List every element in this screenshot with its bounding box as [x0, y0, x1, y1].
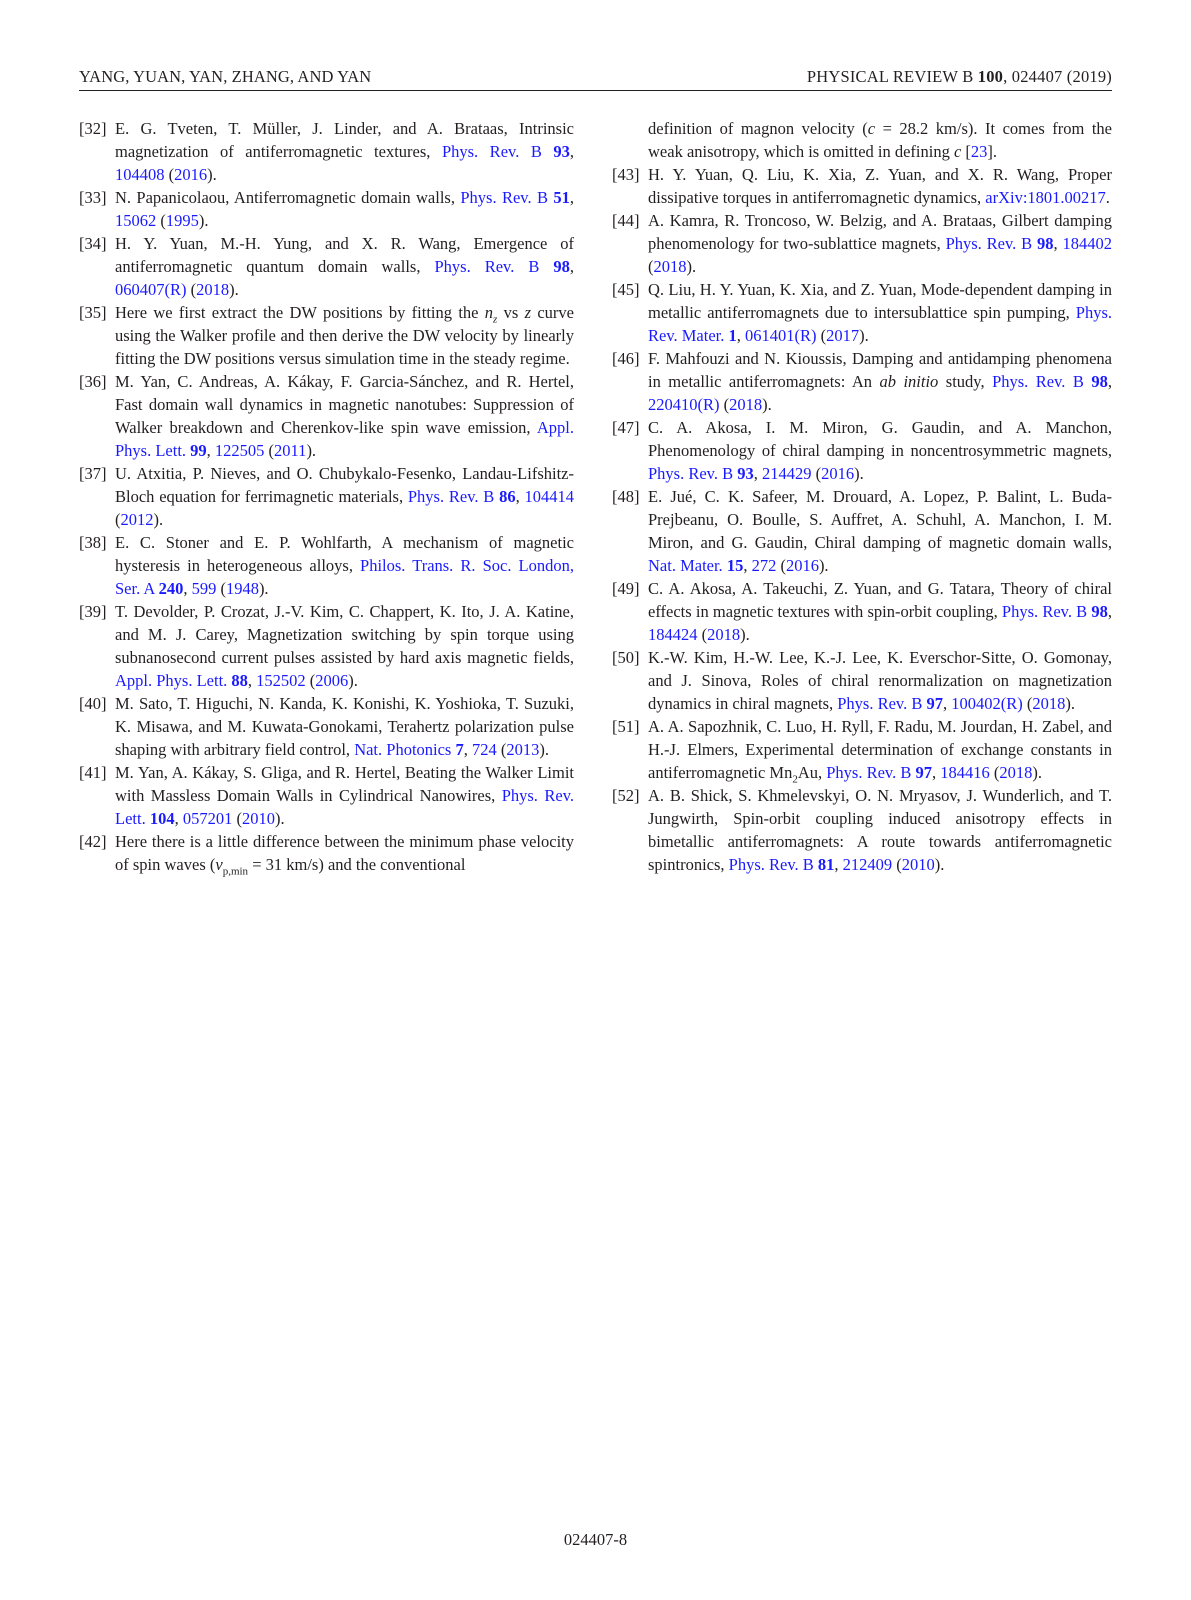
reference-item [79, 117, 574, 186]
reference-link[interactable]: Phys. Rev. B [460, 188, 554, 207]
reference-link[interactable]: 86 [499, 487, 516, 506]
reference-link[interactable]: 23 [970, 142, 988, 161]
reference-text: ). [934, 855, 945, 874]
reference-text: N. Papanicolaou, Antiferromagnetic domain walls, [115, 188, 461, 207]
reference-link[interactable]: Phys. Rev. B [945, 234, 1038, 253]
running-header [79, 64, 1112, 91]
reference-number: [42] [79, 832, 107, 851]
reference-text: ( [697, 625, 708, 644]
reference-number: [36] [79, 372, 107, 391]
reference-number: [34] [79, 234, 107, 253]
reference-text: = 31 km/s) and the conventional [248, 855, 466, 874]
reference-item [612, 163, 1112, 209]
reference-link[interactable]: 057201 [182, 809, 233, 828]
reference-link[interactable]: 240 [158, 579, 184, 598]
reference-text: ). [153, 510, 164, 529]
reference-item [612, 117, 1112, 163]
reference-text: U. Atxitia, P. Nieves, and O. Chubykalo-Fesenko, Landau-Lifshitz-Bloch equation for ferrimagnetic materials, [115, 464, 574, 506]
reference-text: ( [115, 510, 121, 529]
reference-link[interactable]: 93 [553, 142, 570, 161]
reference-text: [ [961, 142, 971, 161]
header-volume: 100 [977, 67, 1004, 86]
reference-text: 2 [792, 773, 798, 786]
reference-text: Here there is a little difference between the minimum phase velocity of spin waves ( [115, 832, 574, 874]
reference-link[interactable]: Appl. Phys. Lett. [115, 418, 574, 460]
reference-link[interactable]: 2011 [274, 441, 307, 460]
reference-number: [41] [79, 763, 107, 782]
reference-text: , [743, 556, 752, 575]
reference-text: vs [497, 303, 525, 322]
reference-link[interactable]: 98 [553, 257, 570, 276]
reference-text: A. B. Shick, S. Khmelevskyi, O. N. Mryasov, J. Wunderlich, and T. Jungwirth, Spin-orbit coupling induced anisotropy effects in bimetallic antiferromagnets: A route towards antiferromagnetic spintronics, [648, 786, 1112, 874]
reference-item [79, 301, 574, 370]
reference-text: ). [274, 809, 285, 828]
reference-number: [52] [612, 786, 640, 805]
reference-text: . [1105, 188, 1110, 207]
reference-text: study, [938, 372, 993, 391]
reference-text: , [569, 142, 574, 161]
reference-text: , [834, 855, 843, 874]
reference-item [79, 761, 574, 830]
reference-link[interactable]: 2016 [174, 165, 208, 184]
reference-text: K.-W. Kim, H.-W. Lee, K.-J. Lee, K. Everschor-Sitte, O. Gomonay, and J. Sinova, Roles of chiral renormalization on magnetization dynamics in chiral magnets, [648, 648, 1112, 713]
reference-item [612, 347, 1112, 416]
reference-text: Here we first extract the DW positions by fitting the [115, 303, 485, 322]
reference-text: M. Yan, A. Kákay, S. Gliga, and R. Hertel, Beating the Walker Limit with Massless Domain Walls in Cylindrical Nanowires, [115, 763, 574, 805]
reference-link[interactable]: 2018 [1032, 694, 1066, 713]
header-journal [807, 64, 1112, 90]
reference-text: ( [156, 211, 166, 230]
reference-text: ). [859, 326, 869, 345]
reference-text: c [867, 119, 876, 138]
reference-item [612, 715, 1112, 784]
reference-link[interactable]: Phys. Rev. B [728, 855, 818, 874]
reference-text: curve using the Walker profile and then derive the DW velocity by linearly fitting the DW positions versus simulation time in the steady regime. [115, 303, 574, 368]
reference-link[interactable]: 7 [455, 740, 464, 759]
reference-text: , [569, 188, 574, 207]
reference-text: , [463, 740, 472, 759]
reference-text: ). [539, 740, 549, 759]
reference-link[interactable]: Appl. Phys. Lett. [115, 671, 232, 690]
reference-text: ). [740, 625, 750, 644]
reference-link[interactable]: Phys. Rev. B [826, 763, 916, 782]
reference-link[interactable]: 2012 [120, 510, 154, 529]
reference-text: ). [207, 165, 217, 184]
header-authors: YANG, YUAN, YAN, ZHANG, AND YAN [79, 67, 372, 86]
reference-text: , [206, 441, 215, 460]
reference-link[interactable]: 220410(R) [648, 395, 720, 414]
reference-link[interactable]: 184402 [1062, 234, 1112, 253]
reference-text: z [493, 313, 498, 326]
reference-link[interactable]: 2016 [821, 464, 855, 483]
reference-text: , [1053, 234, 1063, 253]
reference-number: [51] [612, 717, 640, 736]
reference-text: ). [1032, 763, 1042, 782]
reference-link[interactable]: Phys. Rev. Lett. [115, 786, 574, 828]
reference-text: , [753, 464, 762, 483]
reference-text: , [515, 487, 525, 506]
reference-number: [43] [612, 165, 640, 184]
reference-text: p,min [222, 865, 249, 878]
reference-link[interactable]: Nat. Photonics [354, 740, 456, 759]
reference-text: E. C. Stoner and E. P. Wohlfarth, A mechanism of magnetic hysteresis in heterogeneous alloys, [115, 533, 574, 575]
reference-text: ). [198, 211, 209, 230]
reference-link[interactable]: 2018 [196, 280, 230, 299]
reference-text: ). [306, 441, 317, 460]
reference-text: ( [496, 740, 507, 759]
reference-link[interactable]: Phys. Rev. B [434, 257, 554, 276]
reference-link[interactable]: 2018 [653, 257, 687, 276]
reference-item [79, 830, 574, 876]
reference-link[interactable]: 104414 [524, 487, 574, 506]
reference-number: [32] [79, 119, 107, 138]
reference-item [612, 577, 1112, 646]
reference-link[interactable]: 88 [231, 671, 248, 690]
reference-item [612, 646, 1112, 715]
reference-text: ). [818, 556, 829, 575]
reference-number: [46] [612, 349, 640, 368]
reference-link[interactable]: 724 [471, 740, 497, 759]
reference-link[interactable]: 1948 [225, 579, 259, 598]
reference-text: M. Sato, T. Higuchi, N. Kanda, K. Konishi, K. Yoshioka, T. Suzuki, K. Misawa, and M. Kuwata-Gonokami, Terahertz polarization pulse shaping with arbitrary field control, [115, 694, 574, 759]
reference-item [79, 232, 574, 301]
reference-link[interactable]: 98 [1037, 234, 1054, 253]
reference-link[interactable]: 152502 [256, 671, 306, 690]
reference-text: H. Y. Yuan, Q. Liu, K. Xia, Z. Yuan, and X. R. Wang, Proper dissipative torques in antiferromagnetic dynamics, [648, 165, 1112, 207]
reference-link[interactable]: 2006 [315, 671, 349, 690]
reference-text: , [1107, 372, 1112, 391]
reference-link[interactable]: 2018 [729, 395, 763, 414]
reference-number: [33] [79, 188, 107, 207]
reference-number: [39] [79, 602, 107, 621]
reference-text: , [943, 694, 952, 713]
reference-item [79, 370, 574, 462]
reference-text: Q. Liu, H. Y. Yuan, K. Xia, and Z. Yuan, Mode-dependent damping in metallic antiferromagnets due to intersublattice spin pumping, [648, 280, 1112, 322]
reference-link[interactable]: 122505 [214, 441, 265, 460]
reference-link[interactable]: Phys. Rev. B [837, 694, 927, 713]
reference-text: , [247, 671, 257, 690]
reference-link[interactable]: 2010 [241, 809, 275, 828]
reference-text: ab initio [879, 372, 939, 391]
reference-text: z [524, 303, 532, 322]
reference-text: v [215, 855, 223, 874]
reference-link[interactable]: 599 [191, 579, 217, 598]
header-journal-prefix: PHYSICAL REVIEW B [806, 67, 978, 86]
reference-text: ). [686, 257, 697, 276]
reference-link[interactable]: 15062 [115, 211, 157, 230]
reference-link[interactable]: Nat. Mater. [648, 556, 727, 575]
reference-item [612, 485, 1112, 577]
reference-text: n [484, 303, 494, 322]
reference-link[interactable]: Phys. Rev. B [407, 487, 500, 506]
reference-column-left [79, 117, 574, 876]
reference-text: ( [216, 579, 226, 598]
reference-link[interactable]: 060407(R) [115, 280, 187, 299]
reference-number: [45] [612, 280, 640, 299]
reference-text: T. Devolder, P. Crozat, J.-V. Kim, C. Chappert, K. Ito, J. A. Katine, and M. J. Carey, Magnetization switching by spin torque using subnanosecond current pulses assisted by hard axis magnetic fields, [115, 602, 574, 667]
reference-text: ( [719, 395, 730, 414]
reference-text: c [953, 142, 962, 161]
reference-text: , [569, 257, 574, 276]
reference-item [79, 600, 574, 692]
reference-item [79, 531, 574, 600]
reference-text: C. A. Akosa, A. Takeuchi, Z. Yuan, and G. Tatara, Theory of chiral effects in magnetic textures with spin-orbit coupling, [648, 579, 1112, 621]
reference-link[interactable]: 98 [1091, 372, 1108, 391]
reference-number: [50] [612, 648, 640, 667]
reference-link[interactable]: 104408 [115, 165, 165, 184]
reference-text: , [174, 809, 183, 828]
reference-link[interactable]: Phys. Rev. B [1001, 602, 1092, 621]
reference-text: M. Yan, C. Andreas, A. Kákay, F. Garcia-Sánchez, and R. Hertel, Fast domain wall dynamics in magnetic nanotubes: Suppression of Walker breakdown and Cherenkov-like spin wave emission, [115, 372, 574, 437]
reference-text: ). [258, 579, 269, 598]
reference-text: ( [1022, 694, 1033, 713]
reference-number: [37] [79, 464, 107, 483]
reference-item [612, 278, 1112, 347]
reference-text: A. Kamra, R. Troncoso, W. Belzig, and A. Brataas, Gilbert damping phenomenology for two-sublattice magnets, [648, 211, 1112, 253]
reference-text: ). [854, 464, 864, 483]
reference-link[interactable]: Phys. Rev. B [441, 142, 554, 161]
reference-link[interactable]: 1995 [165, 211, 199, 230]
reference-text: ( [186, 280, 197, 299]
reference-text: , [183, 579, 192, 598]
reference-link[interactable]: 99 [190, 441, 207, 460]
reference-text: , [1107, 602, 1112, 621]
reference-link[interactable]: 15 [726, 556, 744, 575]
reference-text: ( [232, 809, 242, 828]
reference-text: ( [305, 671, 316, 690]
reference-link[interactable]: Phys. Rev. B [648, 464, 738, 483]
reference-text: H. Y. Yuan, M.-H. Yung, and X. R. Wang, Emergence of antiferromagnetic quantum domain walls, [115, 234, 574, 276]
reference-text: , [736, 326, 745, 345]
reference-number: [35] [79, 303, 107, 322]
reference-link[interactable]: arXiv:1801.00217 [985, 188, 1106, 207]
reference-text: ( [811, 464, 822, 483]
reference-link[interactable]: 061401(R) [745, 326, 817, 345]
reference-text: ( [776, 556, 786, 575]
reference-text: F. Mahfouzi and N. Kioussis, Damping and antidamping phenomena in metallic antiferromagnets: An [648, 349, 1112, 391]
reference-link[interactable]: 104 [149, 809, 175, 828]
reference-link[interactable]: 184424 [648, 625, 698, 644]
reference-text: = 28.2 km/s). It comes from the weak anisotropy, which is omitted in defining [648, 119, 1112, 161]
reference-item [79, 462, 574, 531]
reference-text: ). [1065, 694, 1075, 713]
reference-link[interactable]: 100402(R) [951, 694, 1023, 713]
reference-text: ]. [987, 142, 998, 161]
reference-text: E. Jué, C. K. Safeer, M. Drouard, A. Lopez, P. Balint, L. Buda-Prejbeanu, O. Boulle, S. Auffret, A. Schuhl, A. Manchon, I. M. Miron, and G. Gaudin, Chiral damping of magnetic domain walls, [648, 487, 1112, 552]
reference-number: [38] [79, 533, 107, 552]
page-number: 024407-8 [563, 1530, 628, 1549]
reference-text: E. G. Tveten, T. Müller, J. Linder, and A. Brataas, Intrinsic magnetization of antiferromagnetic textures, [115, 119, 574, 161]
reference-link[interactable]: 2010 [901, 855, 935, 874]
reference-text: ( [892, 855, 902, 874]
reference-column-right [612, 117, 1112, 876]
reference-item [79, 692, 574, 761]
reference-link[interactable]: Phys. Rev. B [992, 372, 1092, 391]
reference-link[interactable]: 1 [728, 326, 737, 345]
reference-text: definition of magnon velocity ( [648, 119, 868, 138]
reference-number: [49] [612, 579, 640, 598]
reference-text: ( [264, 441, 275, 460]
reference-number: [44] [612, 211, 640, 230]
reference-text: C. A. Akosa, I. M. Miron, G. Gaudin, and A. Manchon, Phenomenology of chiral damping in noncentrosymmetric magnets, [648, 418, 1112, 460]
reference-link[interactable]: 272 [751, 556, 777, 575]
reference-link[interactable]: 98 [1091, 602, 1108, 621]
reference-number: [47] [612, 418, 640, 437]
reference-link[interactable]: 2018 [707, 625, 741, 644]
reference-item [612, 416, 1112, 485]
reference-text: ( [989, 763, 1000, 782]
reference-link[interactable]: 2016 [785, 556, 819, 575]
reference-link[interactable]: Phys. Rev. Mater. [648, 303, 1112, 345]
reference-text: A. A. Sapozhnik, C. Luo, H. Ryll, F. Radu, M. Jourdan, H. Zabel, and H.-J. Elmers, Experimental determination of exchange constants in antiferromagnetic Mn [648, 717, 1112, 782]
reference-item [612, 784, 1112, 876]
reference-text: , [932, 763, 941, 782]
reference-number: [40] [79, 694, 107, 713]
header-article-year: , 024407 (2019) [1003, 67, 1112, 86]
reference-item [79, 186, 574, 232]
reference-text: ). [229, 280, 239, 299]
reference-link[interactable]: 2018 [999, 763, 1033, 782]
reference-text: ( [164, 165, 175, 184]
reference-link[interactable]: 2017 [826, 326, 860, 345]
reference-link[interactable]: 51 [553, 188, 570, 207]
reference-link[interactable]: 81 [817, 855, 835, 874]
reference-text: ). [348, 671, 358, 690]
reference-link[interactable]: 2013 [506, 740, 540, 759]
reference-number: [48] [612, 487, 640, 506]
reference-text: ( [816, 326, 827, 345]
reference-link[interactable]: 93 [737, 464, 754, 483]
reference-item [612, 209, 1112, 278]
reference-link[interactable]: 97 [915, 763, 932, 782]
reference-link[interactable]: Philos. Trans. R. Soc. London, Ser. A [115, 556, 574, 598]
reference-text: ). [762, 395, 772, 414]
reference-text: ( [648, 257, 654, 276]
reference-link[interactable]: 214429 [762, 464, 812, 483]
reference-link[interactable]: 184416 [940, 763, 990, 782]
reference-text: Au, [797, 763, 827, 782]
reference-link[interactable]: 212409 [842, 855, 893, 874]
reference-link[interactable]: 97 [926, 694, 943, 713]
